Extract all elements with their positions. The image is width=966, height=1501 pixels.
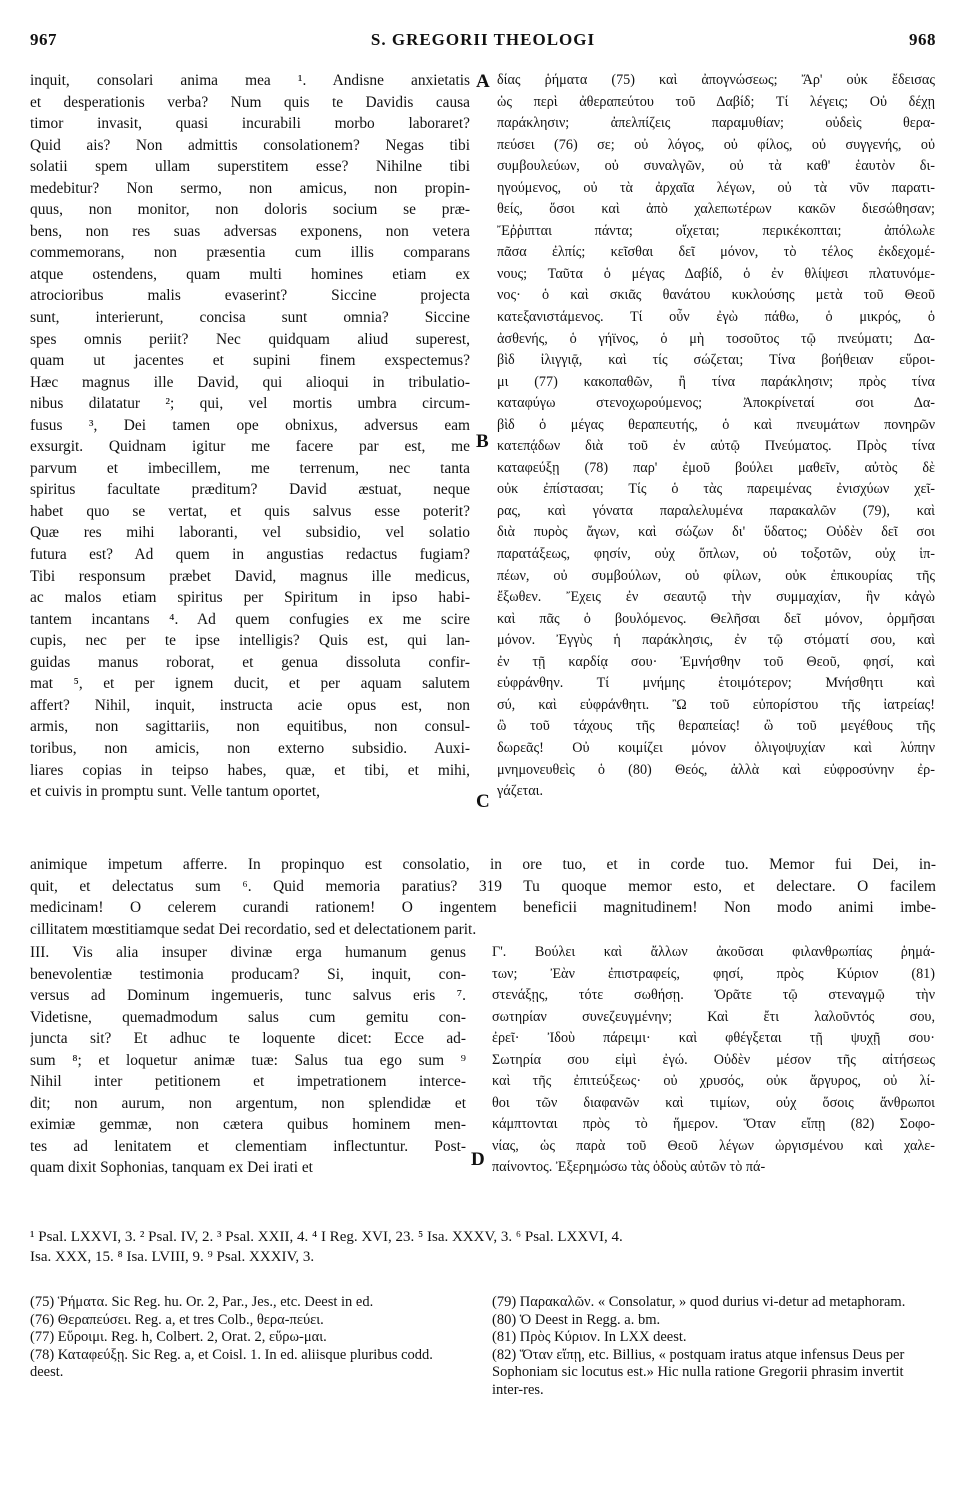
latin-text-line: fusus ³, Dei tamen ope obnixus, adversus eam <box>30 416 470 434</box>
greek-text-line: ρας, καὶ γόνατα παραλελυμένα παρακαλῶν (79), καὶ <box>497 502 935 519</box>
latin-text-line: mat ⁵, et per ignem ducit, et per aquam salutem <box>30 675 470 693</box>
latin-text-line: sunt, interierunt, concisa sunt omnia? Siccine <box>30 309 470 327</box>
latin-text-line: toribus, non amicis, non externo subsidio. Auxi- <box>30 739 470 757</box>
latin-text-line: dit; non aurum, non argentum, non splendidæ et <box>30 1094 466 1112</box>
greek-column-upper <box>497 70 935 803</box>
greek-text-line: ἔξωθεν. Ἔχεις ἐν σεαυτῷ τὴν συμμαχίαν, ἣν κἀγὼ <box>497 589 935 606</box>
critical-notes-right <box>492 1294 935 1400</box>
latin-text-line: et desperationis verba? Num quis te Davidis causa <box>30 93 470 111</box>
greek-text-line: δίας ῥήματα (75) καὶ ἀπογνώσεως; Ἄρ' οὐκ ἔδεισας <box>497 72 935 88</box>
footnote-line: Isa. XXX, 15. ⁸ Isa. LVIII, 9. ⁹ Psal. XXXIV, 3. <box>30 1249 315 1265</box>
greek-text-line: ηγούμενος, οὐ τὰ ἀρχαῖα λέγων, οὐ τὰ νῦν παρατι- <box>497 179 935 196</box>
greek-text-line: ἀσθενής, ὁ γήϊνος, ὁ μὴ τοσοῦτος τῷ πνεύματι; Δα- <box>497 330 935 347</box>
critical-note: (77) Εὕροιμι. Reg. h, Colbert. 2, Orat. 2, εὕρω-μαι. <box>30 1329 327 1346</box>
greek-text-line: σωτηρίαν συνεζευγμένην; Καὶ ἔτι λαλοῦντός σου, <box>492 1008 935 1025</box>
latin-text-line: sum ⁸; et loquetur animæ tuæ: Salus tua ego sum ⁹ <box>30 1051 466 1069</box>
latin-text-line: quam ut jacentes et supini finem exspectemus? <box>30 352 470 370</box>
greek-text-line: καταφύγω στενοχωρούμενος; Ἀποκρίνεταί σοι Δα- <box>497 395 935 412</box>
margin-letter-c: C <box>476 791 490 812</box>
latin-text-line: Nihil inter petitionem et impetrationem interce- <box>30 1073 466 1091</box>
critical-note: (75) Ῥήματα. Sic Reg. hu. Or. 2, Par., Jes., etc. Deest in ed. <box>30 1294 374 1310</box>
greek-text-line: δωρεᾶς! Οὐ κοιμίζει μόνον ὀλιγοψυχίαν καὶ λύπην <box>497 739 935 756</box>
latin-text-line: quus, non monitor, non doloris socium se præ- <box>30 201 470 219</box>
latin-text-line: cupis, nec per te ipse intelligis? Quis est, qui lan- <box>30 632 470 650</box>
latin-text-line: solatii spem ullam superstitem esse? Nihilne tibi <box>30 158 470 176</box>
greek-text-line: παράκλησιν; ἀπελπίζεις παραμυθίαν; οὐδεὶς θερα- <box>497 115 935 132</box>
latin-text-line: medebitur? Non sermo, non amicus, non propin- <box>30 179 470 197</box>
latin-text-line: inquit, consolari anima mea ¹. Andisne anxietatis <box>30 72 470 89</box>
greek-text-line: θοι τῶν διαφανῶν καὶ τιμίων, οὐχ ὅσοις ἄνθρωποι <box>492 1094 935 1111</box>
greek-text-line: στενάξῃς, τότε σωθήσῃ. Ὁρᾶτε τῷ στεναγμῷ τὴν <box>492 987 935 1004</box>
greek-text-line: ὡς περὶ ἀθεραπεύτου τοῦ Δαβίδ; Τί λέγεις; Οὐ δέχῃ <box>497 93 935 110</box>
greek-text-line: διὰ πυρὸς ἄγων, καὶ σώζων δι' ὕδατος; Οὐδὲν δεῖ σοι <box>497 524 935 541</box>
greek-text-line: μι (77) κακοπαθῶν, ἢ τίνα παράκλησιν; πρὸς τίνα <box>497 373 935 390</box>
scripture-references <box>30 1227 936 1267</box>
latin-text-line: juncta sit? Et adhuc te loquente dicet: Ecce ad- <box>30 1030 466 1048</box>
greek-text-line: Γ'. Βούλει καὶ ἄλλων ἀκοῦσαι φιλανθρωπίας ῥημά- <box>492 944 935 960</box>
critical-note: (76) Θεραπεύσει. Reg. a, et tres Colb., θερα-πεύει. <box>30 1311 324 1328</box>
latin-text-line: ac malos etiam spiritus per Spiritum in ipso habi- <box>30 589 470 607</box>
greek-text-line: γάζεται. <box>497 783 544 800</box>
greek-text-line: Σωτηρία σου εἰμὶ ἐγώ. Οὐδὲν μέσον τῆς αἰτήσεως <box>492 1051 935 1068</box>
latin-text-line: Videtisne, quemadmodum salus cum gemitu con- <box>30 1008 466 1026</box>
page-number-right: 968 <box>909 30 936 49</box>
latin-text-line: versus ad Dominum ingemueris, tunc salvus eris ⁷. <box>30 987 466 1005</box>
latin-text-line: nibus dilatatur ²; qui, vel mortis umbra circum- <box>30 395 470 413</box>
latin-text-line: futura est? Ad quem in angustias redactus fugiam? <box>30 546 470 564</box>
greek-text-line: μνημονευθεὶς ὁ (80) Θεός, ἀλλὰ καὶ εὐφροσύνην ἐρ- <box>497 761 935 778</box>
critical-note: (80) Ὁ Deest in Regg. a. bm. <box>492 1311 661 1328</box>
greek-text-line: παρατάξεως, φησίν, οὐχ ὅπλων, οὐ τοξοτῶν, οὐχ ἱπ- <box>497 546 935 563</box>
greek-text-line: νους; Ταῦτα ὁ μέγας Δαβίδ, ὁ ἐν θλίψεσι πλατυνόμε- <box>497 265 935 282</box>
footnote-line: ¹ Psal. LXXVI, 3. ² Psal. IV, 2. ³ Psal. XXII, 4. ⁴ I Reg. XVI, 23. ⁵ Isa. XXXV, 3. ⁶ Psal. LXXVI, 4. <box>30 1229 623 1245</box>
latin-text-line: guidas manus roborat, et genua dissoluta confir- <box>30 653 470 671</box>
greek-text-line: πεύσει (76) σε; οὐ λόγος, οὐ φίλος, οὐ συγγενής, οὐ <box>497 136 935 153</box>
full-width-paragraph <box>30 854 936 940</box>
latin-text-line: et cuivis in promptu sunt. Velle tantum oportet, <box>30 783 320 801</box>
latin-text-line: benevolentiæ testimonia producam? Si, inquit, con- <box>30 965 466 983</box>
text-line: quit, et delectatus sum ⁶. Quid memoria paratius? 319 Tu quoque memor esto, et delectare. O facilem <box>30 877 936 895</box>
greek-text-line: σύ, καὶ εὐφράνθητι. Ὢ τοῦ εὐπορίστου τῆς ἰατρείας! <box>497 696 935 713</box>
greek-text-line: πᾶσα ἐλπίς; κεῖσθαι δεῖ μόνον, τὸ τέλος ἐκδεχομέ- <box>497 244 935 261</box>
latin-text-line: parvum et imbecillem, me terrenum, nec tanta <box>30 459 470 477</box>
latin-text-line: Quid ais? Non admittis consolationem? Negas tibi <box>30 136 470 154</box>
latin-text-line: commemorans, non præsentia cum illis comparans <box>30 244 470 262</box>
greek-text-line: θείς, ὅσοι καὶ ἀπὸ χαλεπωτέρων κακῶν διεσώθησαν; <box>497 201 935 218</box>
latin-text-line: eximiæ gemmæ, non cætera quibus hominem men- <box>30 1116 466 1134</box>
latin-text-line: armis, non sagittariis, non equitibus, non consul- <box>30 718 470 736</box>
latin-text-line: atque ostendens, quam multi homines etiam ex <box>30 265 470 283</box>
greek-text-line: βὶδ ὁ μέγας θεραπευτής, ὁ καὶ πνευμάτων πονηρῶν <box>497 416 935 433</box>
latin-text-line: timor invasit, quasi incurabili morbo laboraret? <box>30 115 470 133</box>
greek-text-line: οὐκ ἐπίστασαι; Τίς ὁ τὰς παρειμένας ἐνισχύων χεῖ- <box>497 481 935 498</box>
latin-text-line: III. Vis alia insuper divinæ erga humanum genus <box>30 944 466 961</box>
greek-text-line: Ἔῤῥιπται πάντα; οἴχεται; περικέκοπται; ἀπόλωλε <box>497 222 935 239</box>
margin-letter-a: A <box>476 71 490 92</box>
latin-text-line: tes ad lenitatem et clementiam inflectuntur. Post- <box>30 1137 466 1155</box>
latin-text-line: liares copias in teipso habes, quæ, et tibi, et mihi, <box>30 761 470 779</box>
greek-text-line: των; Ἐὰν ἐπιστραφείς, φησί, πρὸς Κύριον (81) <box>492 965 935 982</box>
greek-text-line: μόνον. Ἐγγὺς ἡ παράκλησις, ἐν τῷ στόματί σου, καὶ <box>497 632 935 649</box>
latin-text-line: Tibi responsum præbet David, magnus ille medicus, <box>30 567 470 585</box>
latin-text-line: tantem incantans ⁴. Ad quem confugies ex me scire <box>30 610 470 628</box>
greek-text-line: καὶ πᾶς ὁ βουλόμενος. Θελῆσαι δεῖ μόνον, ὁρμῆσαι <box>497 610 935 627</box>
greek-text-line: κάμπτονται πρὸς τὸ ἥμερον. Ὅταν εἴπῃ (82) Σοφο- <box>492 1116 935 1133</box>
greek-text-line: εὐφράνθην. Τί μνήμης ἑτοιμότερον; Μνήσθητι καὶ <box>497 675 935 692</box>
latin-text-line: exsurgit. Quidnam igitur me facere par est, me <box>30 438 470 456</box>
latin-text-line: spes omnis periit? Nec quidquam aliud superest, <box>30 330 470 348</box>
greek-text-line: νος· ὁ καὶ σκιᾶς θανάτου κυκλούσης μετὰ τοῦ Θεοῦ <box>497 287 935 304</box>
critical-note: (78) Καταφεύξῃ. Sic Reg. a, et Coisl. 1. In ed. aliisque pluribus codd. deest. <box>30 1346 433 1381</box>
latin-text-line: quam dixit Sophonias, tanquam ex Dei irati et <box>30 1159 313 1177</box>
margin-letter-b: B <box>476 431 489 452</box>
text-line: animique impetum afferre. In propinquo est consolatio, in ore tuo, et in corde tuo. Memor fui Dei, in- <box>30 856 936 873</box>
greek-text-line: παίνοντος. Ἐξερημώσω τὰς ὁδοὺς αὐτῶν τὸ πά- <box>492 1159 766 1176</box>
latin-text-line: affert? Nihil, inquit, instructa acie opus est, non <box>30 696 470 714</box>
greek-text-line: πέων, οὐ συμβούλων, οὐ φίλων, οὐκ ἐπικουρίας τῆς <box>497 567 935 584</box>
running-title: S. GREGORII THEOLOGI <box>370 30 596 49</box>
greek-text-line: νίας, ὡς παρὰ τοῦ Θεοῦ λέγων ὠργισμένου καὶ χαλε- <box>492 1137 935 1154</box>
greek-text-line: κατεπᾴδων διὰ τοῦ ἐν αὐτῷ Πνεύματος. Πρὸς τίνα <box>497 438 935 455</box>
greek-text-line: καὶ τῆς ἐπιτεύξεως· οὐ χρυσός, οὐκ ἄργυρος, οὐ λί- <box>492 1073 935 1090</box>
latin-text-line: bens, non res suas adversas exponens, non vetera <box>30 222 470 240</box>
latin-text-line: Quæ res mihi laboranti, vel subsidio, vel solatio <box>30 524 470 542</box>
critical-note: (79) Παρακαλῶν. « Consolatur, » quod durius vi-detur ad metaphoram. <box>492 1294 906 1310</box>
greek-text-line: ἐν τῇ καρδίᾳ σου· Ἐμνήσθην τοῦ Θεοῦ, φησί, καὶ <box>497 653 935 670</box>
greek-text-line: καταφεύξῃ (78) παρ' ἐμοῦ βούλει μαθεῖν, αὐτὸς δὲ <box>497 459 935 476</box>
latin-text-line: Hæc magnus ille David, qui alioqui in tribulatio- <box>30 373 470 391</box>
latin-text-line: atrocioribus malis evaserint? Siccine projecta <box>30 287 470 305</box>
latin-column-upper <box>30 70 470 803</box>
latin-text-line: habet quo se vertat, et quis salvus esse poterit? <box>30 502 470 520</box>
greek-column-lower <box>492 942 935 1179</box>
greek-text-line: ἐρεῖ· Ἰδοὺ πάρειμι· καὶ φθέγξεται τῇ ψυχῇ σου· <box>492 1030 935 1047</box>
text-line: cillitatem mœstitiamque sedat Dei recordatio, sed et delectationem parit. <box>30 920 477 938</box>
page-number-left: 967 <box>30 30 57 49</box>
latin-column-lower <box>30 942 466 1179</box>
greek-text-line: συμβουλεύων, οὐ συναλγῶν, οὐ τὰ καθ' ἑαυτὸν δι- <box>497 158 935 175</box>
greek-text-line: βὶδ ἰλιγγιᾷ, καὶ τίς σώζεται; Τίνα βοήθειαν εὕροι- <box>497 352 935 369</box>
latin-text-line: spiritus facultate præditum? David æstuat, neque <box>30 481 470 499</box>
critical-note: (82) Ὅταν εἴπῃ, etc. Billius, « postquam iratus atque infensus Deus per Sophoniam sic locutus est.» Hic nulla ratione Gregorii phrasim invertit inter-res. <box>492 1346 905 1398</box>
critical-note: (81) Πρὸς Κύριον. In LXX deest. <box>492 1329 687 1346</box>
greek-text-line: κατεξανιστάμενος. Τί οὖν ἐγὼ πάθω, ὁ μικρός, ὁ <box>497 309 935 326</box>
margin-letter-d: D <box>471 1149 485 1170</box>
critical-notes-left <box>30 1294 468 1382</box>
text-line: medicinam! O celerem curandi rationem! O ingentem beneficii magnitudinem! Non modo animi imbe- <box>30 899 936 917</box>
greek-text-line: ὢ τοῦ τάχους τῆς θεραπείας! ὢ τοῦ μεγέθους τῆς <box>497 718 935 735</box>
